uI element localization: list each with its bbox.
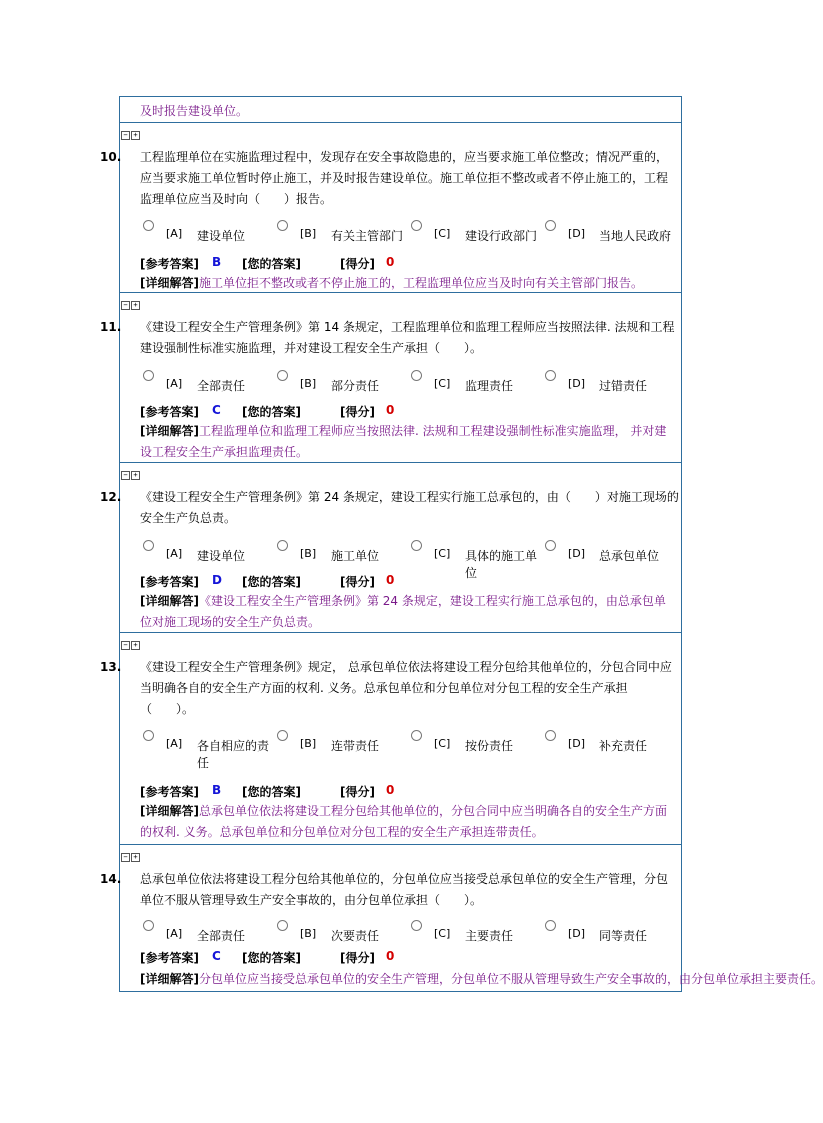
radio-button[interactable] bbox=[411, 730, 422, 741]
question-number: 12. bbox=[100, 490, 122, 504]
question-13: − + 13. 《建设工程安全生产管理条例》规定， 总承包单位依法将建设工程分包给其他单位的，分包合同中应 当明确各自的安全生产方面的权利. 义务。总承包单位和分包单位对分包工程的安全生产承担 （ ）。 [A] 各自相应的责任 [B] 连带责任 [C] 按份责任 [D] 补充责任 [参考答案] B [您的答案] [得分] 0 [详细解答]总承包单位依法将建设工程分包给其他单位的，分包合同中应当明确各自的安全生产方面的权利. 义务。总承包单位和分包单位对分包工程的安全生产承担连带责任。 bbox=[119, 632, 682, 844]
option-b[interactable]: [B] 有关主管部门 bbox=[274, 219, 408, 255]
option-b[interactable]: [B] 连带责任 bbox=[274, 729, 408, 765]
option-a[interactable]: [A] 全部责任 bbox=[140, 919, 274, 955]
expand-collapse-controls bbox=[121, 471, 141, 485]
radio-button[interactable] bbox=[545, 370, 556, 381]
radio-button[interactable] bbox=[411, 540, 422, 551]
expand-collapse-controls bbox=[121, 301, 141, 315]
expand-icon[interactable]: + bbox=[131, 853, 140, 862]
detailed-explanation: [详细解答]分包单位应当接受总承包单位的安全生产管理，分包单位不服从管理导致生产安全事故的，由分包单位承担主要责任。 bbox=[140, 972, 823, 986]
option-a[interactable]: [A] 建设单位 bbox=[140, 219, 274, 255]
score-value: 0 bbox=[386, 949, 395, 963]
question-10: − + 10. 工程监理单位在实施监理过程中，发现存在安全事故隐患的，应当要求施工单位整改；情况严重的， 应当要求施工单位暂时停止施工，并及时报告建设单位。施工单位拒不整改或者不停止施工的，工程 监理单位应当及时向（ ）报告。 [A] 建设单位 [B] 有关主管部门 [C] 建设行政部门 [D] 当地人民政府 [参考答案] B [您的答案] [得分] 0 [详细解答]施工单位拒不整改或者不停止施工的，工程监理单位应当及时向有关主管部门报告。 bbox=[119, 122, 682, 292]
collapse-icon[interactable]: − bbox=[121, 641, 130, 650]
expand-icon[interactable]: + bbox=[131, 301, 140, 310]
option-c[interactable]: [C] 建设行政部门 bbox=[408, 219, 542, 255]
expand-icon[interactable]: + bbox=[131, 131, 140, 140]
question-number: 10. bbox=[100, 150, 122, 164]
option-a[interactable]: [A] 建设单位 bbox=[140, 539, 274, 575]
reference-answer: C bbox=[212, 403, 221, 417]
option-c[interactable]: [C] 按份责任 bbox=[408, 729, 542, 765]
options bbox=[140, 919, 680, 955]
question-list bbox=[100, 96, 823, 992]
radio-button[interactable] bbox=[277, 730, 288, 741]
expand-collapse-controls bbox=[121, 853, 141, 867]
reference-answer: C bbox=[212, 949, 221, 963]
collapse-icon[interactable]: − bbox=[121, 301, 130, 310]
question-stem: 13. 《建设工程安全生产管理条例》规定， 总承包单位依法将建设工程分包给其他单位的，分包合同中应 当明确各自的安全生产方面的权利. 义务。总承包单位和分包单位对分包工程的安全生产承担 （ ）。 bbox=[120, 657, 680, 720]
radio-button[interactable] bbox=[143, 370, 154, 381]
radio-button[interactable] bbox=[277, 220, 288, 231]
detailed-explanation: [详细解答]施工单位拒不整改或者不停止施工的，工程监理单位应当及时向有关主管部门报告。 bbox=[140, 276, 643, 290]
question-11: − + 11. 《建设工程安全生产管理条例》第 14 条规定，工程监理单位和监理工程师应当按照法律. 法规和工程 建设强制性标准实施监理，并对建设工程安全生产承担（ ）。 [A] 全部责任 [B] 部分责任 [C] 监理责任 [D] 过错责任 [参考答案] C [您的答案] [得分] 0 [详细解答]工程监理单位和监理工程师应当按照法律. 法规和工程建设强制性标准实施监理， 并对建设工程安全生产承担监理责任。 bbox=[119, 292, 682, 462]
expand-icon[interactable]: + bbox=[131, 641, 140, 650]
radio-button[interactable] bbox=[411, 920, 422, 931]
option-b[interactable]: [B] 施工单位 bbox=[274, 539, 408, 575]
question-stem: 10. 工程监理单位在实施监理过程中，发现存在安全事故隐患的，应当要求施工单位整改；情况严重的， 应当要求施工单位暂时停止施工，并及时报告建设单位。施工单位拒不整改或者不停止施工的，工程 监理单位应当及时向（ ）报告。 bbox=[120, 147, 680, 210]
radio-button[interactable] bbox=[277, 370, 288, 381]
radio-button[interactable] bbox=[143, 730, 154, 741]
options bbox=[140, 539, 680, 580]
expand-collapse-controls bbox=[121, 131, 141, 145]
question-number: 13. bbox=[100, 660, 122, 674]
question-stem: 12. 《建设工程安全生产管理条例》第 24 条规定，建设工程实行施工总承包的，由（ ）对施工现场的 安全生产负总责。 bbox=[120, 487, 680, 529]
option-d[interactable]: [D] 当地人民政府 bbox=[542, 219, 676, 255]
options bbox=[140, 729, 680, 770]
collapse-icon[interactable]: − bbox=[121, 471, 130, 480]
expand-collapse-controls bbox=[121, 641, 141, 655]
question-stem: 11. 《建设工程安全生产管理条例》第 14 条规定，工程监理单位和监理工程师应当按照法律. 法规和工程 建设强制性标准实施监理，并对建设工程安全生产承担（ ）。 bbox=[120, 317, 680, 359]
options bbox=[140, 219, 680, 255]
reference-answer: D bbox=[212, 573, 222, 587]
expand-icon[interactable]: + bbox=[131, 471, 140, 480]
radio-button[interactable] bbox=[411, 370, 422, 381]
score-value: 0 bbox=[386, 403, 395, 417]
option-a[interactable]: [A] 各自相应的责任 bbox=[140, 729, 274, 765]
collapse-icon[interactable]: − bbox=[121, 853, 130, 862]
score-value: 0 bbox=[386, 783, 395, 797]
radio-button[interactable] bbox=[545, 540, 556, 551]
radio-button[interactable] bbox=[545, 730, 556, 741]
radio-button[interactable] bbox=[277, 540, 288, 551]
score-value: 0 bbox=[386, 573, 395, 587]
reference-answer: B bbox=[212, 783, 222, 797]
question-12: − + 12. 《建设工程安全生产管理条例》第 24 条规定，建设工程实行施工总承包的，由（ ）对施工现场的 安全生产负总责。 [A] 建设单位 [B] 施工单位 [C] 具体的施工单位 [D] 总承包单位 [参考答案] D [您的答案] [得分] 0 [详细解答]《建设工程安全生产管理条例》第 24 条规定，建设工程实行施工总承包的，由总承包单位对施工现场的安全生产负总责。 bbox=[119, 462, 682, 632]
question-14: − + 14. 总承包单位依法将建设工程分包给其他单位的，分包单位应当接受总承包单位的安全生产管理，分包 单位不服从管理导致生产安全事故的，由分包单位承担（ ）。 [A] 全部责任 [B] 次要责任 [C] 主要责任 [D] 同等责任 [参考答案] C [您的答案] [得分] 0 [详细解答]分包单位应当接受总承包单位的安全生产管理，分包单位不服从管理导致生产安全事故的，由分包单位承担主要责任。 bbox=[119, 844, 682, 992]
detailed-explanation: [详细解答]《建设工程安全生产管理条例》第 24 条规定，建设工程实行施工总承包的，由总承包单位对施工现场的安全生产负总责。 bbox=[140, 594, 666, 629]
option-b[interactable]: [B] 部分责任 bbox=[274, 369, 408, 405]
radio-button[interactable] bbox=[143, 540, 154, 551]
score-value: 0 bbox=[386, 255, 395, 269]
question-stem: 14. 总承包单位依法将建设工程分包给其他单位的，分包单位应当接受总承包单位的安全生产管理，分包 单位不服从管理导致生产安全事故的，由分包单位承担（ ）。 bbox=[120, 869, 680, 911]
radio-button[interactable] bbox=[545, 920, 556, 931]
radio-button[interactable] bbox=[277, 920, 288, 931]
question-number: 11. bbox=[100, 320, 122, 334]
option-a[interactable]: [A] 全部责任 bbox=[140, 369, 274, 405]
collapse-icon[interactable]: − bbox=[121, 131, 130, 140]
reference-answer: B bbox=[212, 255, 222, 269]
question-number: 14. bbox=[100, 872, 122, 886]
option-d[interactable]: [D] 同等责任 bbox=[542, 919, 676, 955]
option-d[interactable]: [D] 过错责任 bbox=[542, 369, 676, 405]
option-b[interactable]: [B] 次要责任 bbox=[274, 919, 408, 955]
option-c[interactable]: [C] 主要责任 bbox=[408, 919, 542, 955]
detailed-explanation: [详细解答]工程监理单位和监理工程师应当按照法律. 法规和工程建设强制性标准实施监理， 并对建设工程安全生产承担监理责任。 bbox=[140, 424, 667, 459]
detailed-explanation: [详细解答]总承包单位依法将建设工程分包给其他单位的，分包合同中应当明确各自的安全生产方面的权利. 义务。总承包单位和分包单位对分包工程的安全生产承担连带责任。 bbox=[140, 804, 667, 839]
radio-button[interactable] bbox=[411, 220, 422, 231]
radio-button[interactable] bbox=[143, 920, 154, 931]
radio-button[interactable] bbox=[143, 220, 154, 231]
option-c[interactable]: [C] 监理责任 bbox=[408, 369, 542, 405]
option-c[interactable]: [C] 具体的施工单位 bbox=[408, 539, 542, 575]
option-d[interactable]: [D] 补充责任 bbox=[542, 729, 676, 765]
option-d[interactable]: [D] 总承包单位 bbox=[542, 539, 676, 575]
radio-button[interactable] bbox=[545, 220, 556, 231]
previous-explanation-text: 及时报告建设单位。 bbox=[140, 104, 249, 118]
options bbox=[140, 369, 680, 405]
previous-explanation-fragment bbox=[119, 96, 682, 122]
